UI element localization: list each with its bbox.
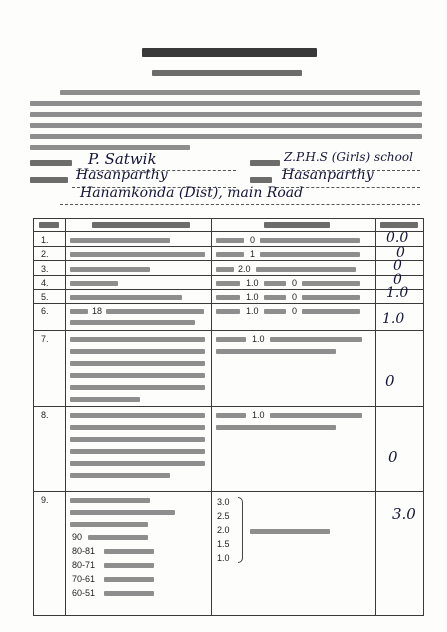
header-sno <box>39 222 59 228</box>
grade-mark: 1.5 <box>217 539 230 549</box>
row-question-text <box>70 522 148 527</box>
row-scoring-text <box>260 238 360 243</box>
instructions-text <box>30 134 422 139</box>
row-question-text <box>70 473 170 478</box>
grade-mark: 3.0 <box>217 497 230 507</box>
table-border-top <box>33 218 424 219</box>
address-underline <box>60 204 420 205</box>
table-row-divider <box>33 246 424 247</box>
grade-cutoff: 60-51 <box>72 588 96 598</box>
grade-cutoff-text <box>104 549 154 554</box>
village-value: Hasanparthy <box>76 167 168 183</box>
grade-cutoff-text <box>104 577 154 582</box>
grade-cutoff: 80-71 <box>72 560 96 570</box>
row-mark: 0 <box>393 272 402 288</box>
row-scoring-number: 0 <box>292 278 298 288</box>
row-scoring-text <box>216 281 240 286</box>
grade-scoring-text <box>250 529 330 534</box>
row-scoring-text <box>302 309 360 314</box>
school-label <box>250 160 280 166</box>
row-scoring-text <box>264 281 286 286</box>
row-scoring-number: 0 <box>292 306 298 316</box>
row-mark: 1.0 <box>382 311 405 327</box>
row-question-text <box>70 425 205 430</box>
row-sno: 2. <box>41 249 49 259</box>
row-scoring-text <box>270 337 362 342</box>
header-question <box>92 222 190 228</box>
row-question-text <box>70 361 205 366</box>
row-mark: 0.0 <box>386 230 409 246</box>
header-scoring <box>264 222 330 228</box>
row-scoring-text <box>302 281 360 286</box>
instructions-text <box>30 101 422 106</box>
row-scoring-number: 0 <box>292 292 298 302</box>
table-col-divider <box>211 218 212 615</box>
row-mark: 0 <box>385 372 395 390</box>
mandal-value: Hasanparthy <box>282 167 374 183</box>
table-row-divider <box>33 303 424 304</box>
form-subtitle-text <box>152 70 302 76</box>
row-mark: 0 <box>396 245 405 261</box>
table-col-divider <box>65 218 66 615</box>
row-scoring-number: 1.0 <box>252 334 265 344</box>
table-row-divider <box>33 260 424 261</box>
row-mark: 0 <box>388 448 398 466</box>
row-question-number: 18 <box>92 306 103 316</box>
grade-cutoff: 90 <box>72 532 83 542</box>
row-sno: 1. <box>41 235 49 245</box>
table-row-divider <box>33 491 424 492</box>
row-scoring-number: 0 <box>250 235 256 245</box>
row-scoring-number: 1.0 <box>246 306 259 316</box>
row-scoring-text <box>302 295 360 300</box>
table-border-left <box>33 218 34 615</box>
row-mark: 0 <box>393 258 402 274</box>
table-row-divider <box>33 406 424 407</box>
row-question-text <box>70 337 205 342</box>
school-value: Z.P.H.S (Girls) school <box>284 150 413 164</box>
row-question-text <box>70 461 205 466</box>
row-scoring-text <box>264 295 286 300</box>
address-value: Hanamkonda (Dist), main Road <box>80 185 304 201</box>
table-border-right <box>423 218 424 615</box>
row-scoring-text <box>216 425 336 430</box>
row-scoring-text <box>216 295 240 300</box>
row-question-text <box>70 267 150 272</box>
row-sno: 8. <box>41 410 49 420</box>
student-name-label <box>30 160 72 166</box>
row-mark: 3.0 <box>392 505 416 523</box>
table-row-divider <box>33 275 424 276</box>
table-header-divider <box>33 231 424 232</box>
instructions-text <box>60 90 420 95</box>
row-sno: 7. <box>41 334 49 344</box>
row-mark: 1.0 <box>386 285 409 301</box>
row-question-text <box>106 309 204 314</box>
grade-cutoff-text <box>104 591 154 596</box>
row-question-text <box>70 498 150 503</box>
row-scoring-number: 2.0 <box>238 264 251 274</box>
row-scoring-number: 1.0 <box>246 278 259 288</box>
row-sno: 5. <box>41 292 49 302</box>
form-title-text <box>142 48 317 57</box>
row-scoring-text <box>216 252 244 257</box>
row-sno: 4. <box>41 278 49 288</box>
row-scoring-text <box>260 252 360 257</box>
grade-mark: 1.0 <box>217 553 230 563</box>
instructions-text <box>30 112 422 117</box>
table-border-bottom <box>33 615 424 616</box>
row-question-text <box>70 437 205 442</box>
row-question-text <box>70 320 195 325</box>
row-sno: 6. <box>41 306 49 316</box>
grade-mark: 2.5 <box>217 511 230 521</box>
row-scoring-text <box>216 349 336 354</box>
row-question-text <box>70 349 205 354</box>
row-question-text <box>70 252 205 257</box>
row-question-text <box>70 295 182 300</box>
row-scoring-text <box>256 267 356 272</box>
grade-brace <box>238 497 243 563</box>
row-question-text <box>70 238 170 243</box>
row-question-text <box>70 510 175 515</box>
row-question-text <box>70 373 205 378</box>
grade-cutoff-text <box>88 535 148 540</box>
row-scoring-text <box>264 309 286 314</box>
mandal-label <box>250 177 272 183</box>
grade-cutoff-text <box>104 563 154 568</box>
row-scoring-text <box>216 238 244 243</box>
row-sno: 9. <box>41 495 49 505</box>
grade-mark: 2.0 <box>217 525 230 535</box>
student-name-value: P. Satwik <box>88 150 157 168</box>
row-scoring-text <box>216 267 234 272</box>
row-scoring-number: 1.0 <box>246 292 259 302</box>
table-row-divider <box>33 330 424 331</box>
row-scoring-text <box>270 413 362 418</box>
row-scoring-text <box>216 413 246 418</box>
row-question-text <box>70 397 140 402</box>
table-col-divider <box>375 218 376 615</box>
village-label <box>30 177 68 183</box>
header-marks <box>380 222 418 228</box>
grade-cutoff: 80-81 <box>72 546 96 556</box>
row-sno: 3. <box>41 264 49 274</box>
row-scoring-text <box>216 337 246 342</box>
table-row-divider <box>33 289 424 290</box>
row-question-text <box>70 449 205 454</box>
row-question-text <box>70 281 118 286</box>
instructions-text <box>30 123 422 128</box>
row-question-text <box>70 309 88 314</box>
row-question-text <box>70 413 205 418</box>
row-question-text <box>70 385 205 390</box>
row-scoring-number: 1.0 <box>252 410 265 420</box>
row-scoring-text <box>216 309 240 314</box>
row-scoring-number: 1 <box>250 249 256 259</box>
grade-cutoff: 70-61 <box>72 574 96 584</box>
